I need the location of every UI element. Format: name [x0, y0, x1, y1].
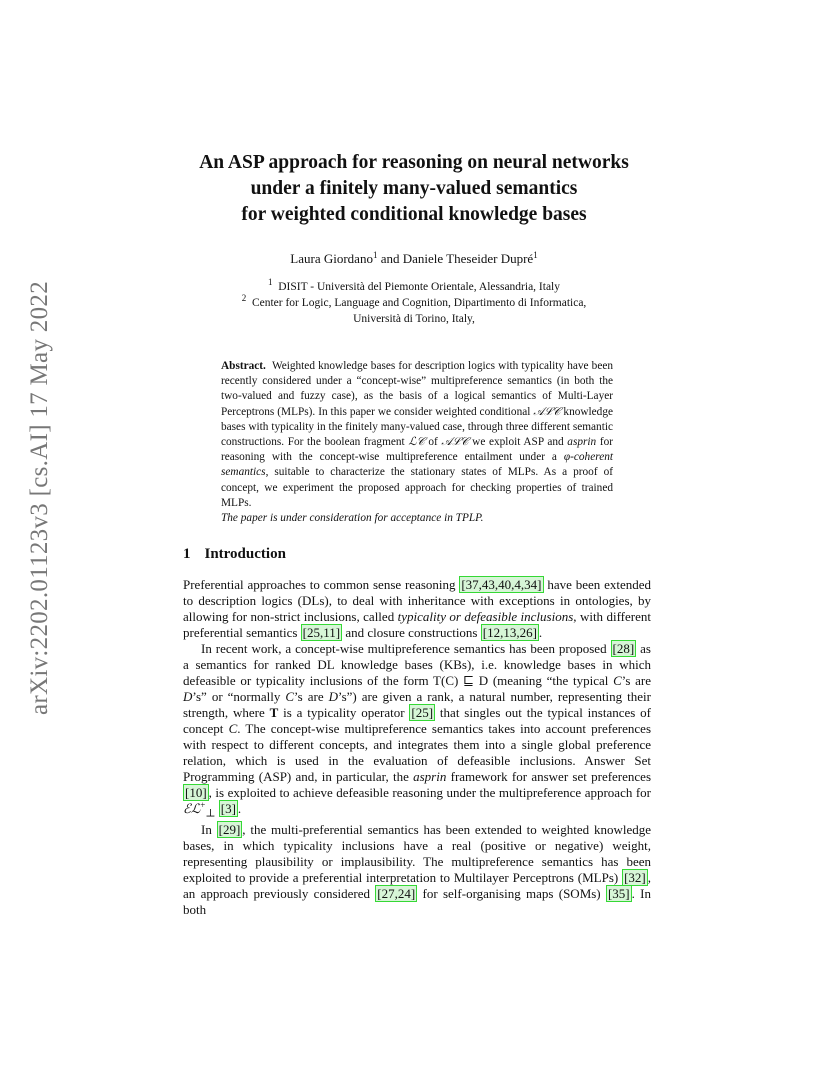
- citation-link[interactable]: [25,11]: [302, 625, 341, 640]
- abstract-label: Abstract.: [221, 360, 266, 372]
- title-line-1: An ASP approach for reasoning on neural networks: [199, 152, 629, 173]
- affiliation-marker: 1: [533, 250, 538, 260]
- phi-coherent-term: φ-coherent semantics: [221, 451, 613, 479]
- title-line-3: for weighted conditional knowledge bases: [241, 204, 587, 225]
- affiliations: [150, 279, 678, 327]
- asprin-term: asprin: [567, 436, 597, 449]
- section-heading: [183, 546, 286, 563]
- affiliation-marker: 1: [372, 250, 378, 260]
- logic-el-bot: ℰℒ: [183, 801, 201, 816]
- citation-link[interactable]: [29]: [218, 821, 241, 837]
- title-line-2: under a finitely many-valued semantics: [250, 178, 578, 199]
- citation-link[interactable]: [32]: [624, 869, 646, 885]
- arxiv-identifier: arXiv:2202.01123v3 [cs.AI] 17 May 2022: [26, 280, 53, 716]
- body-text: [183, 577, 651, 918]
- logic-alc: 𝒜ℒ𝒞: [533, 405, 561, 418]
- section-title: Introduction: [204, 546, 286, 562]
- acceptance-note: The paper is under consideration for acceptance in TPLP.: [221, 512, 484, 525]
- logic-alc: 𝒜ℒ𝒞: [441, 436, 469, 449]
- affiliation-2-cont: Università di Torino, Italy,: [353, 313, 475, 325]
- citation-link[interactable]: [25]: [411, 705, 434, 720]
- author-name: Laura Giordano: [290, 251, 373, 266]
- citation-link[interactable]: [27,24]: [377, 885, 416, 901]
- paragraph: In [29] , the multi-preferential semantics has been extended to weighted knowledge bases, in which typicality inclusions have a real (positive or negative) weight, representing plausibility or implausibility. The multipreference semantics has been exploited to provide a preferential interpretation to Multilayer Perceptrons (MLPs) [32] , an approach previously considered [27,24] for self-organising maps (SOMs) [35] . In both: [183, 821, 651, 917]
- section-number: 1: [183, 546, 191, 562]
- paragraph: In recent work, a concept-wise multipreference semantics has been proposed [28] as a semantics for ranked DL knowledge bases (KBs), i.e. knowledge bases in which defeasible or typicality inclusions of the form T(C) ⊑ D (meaning “the typical C’s are D’s” or “normally C’s are D’s”) are given a rank, a natural number, representing their strength, where T is a typicality operator [25] that singles out the typical instances of concept C. The concept-wise multipreference semantics takes into account preferences with respect to different concepts, and integrates them into a single global preference relation, which is used in the evaluation of defeasible inclusions. Answer Set Programming (ASP) and, in particular, the asprin framework for answer set preferences [10] , is exploited to achieve defeasible reasoning under the multipreference approach for ℰℒ+$_\perp$ [3] .: [183, 641, 652, 820]
- arxiv-sidebar: [20, 280, 60, 716]
- paper-title: [150, 150, 678, 228]
- abstract: Abstract. Weighted knowledge bases for description logics with typicality have been recently considered under a “concept-wise” multipreference semantics (in both the two-valued and fuzzy case), as the basis of a logical semantics of Multi-Layer Perceptrons (MLPs). In this paper we consider weighted conditional 𝒜ℒ𝒞 knowledge bases with typicality in the finitely many-valued case, through three different semantic constructions. For the boolean fragment ℒ𝒞 of 𝒜ℒ𝒞 we exploit ASP and asprin for reasoning with the concept-wise multipreference entailment under a φ-coherent semantics, suitable to characterize the stationary states of MLPs. As a proof of concept, we experiment the proposed approach for checking properties of trained MLPs. The paper is under consideration for acceptance in TPLP.: [221, 359, 613, 526]
- citation-link[interactable]: [10]: [185, 785, 207, 800]
- citation-link[interactable]: [37,43,40,4,34]: [461, 577, 542, 592]
- citation-link[interactable]: [3]: [220, 801, 236, 816]
- paragraph: Preferential approaches to common sense reasoning [37,43,40,4,34] have been extended to description logics (DLs), to deal with inheritance with exceptions in ontologies, by allowing for non-strict inclusions, called typicality or defeasible inclusions, with different preferential semantics [25,11] and closure constructions [12,13,26] .: [183, 577, 651, 640]
- citation-link[interactable]: [28]: [612, 641, 635, 656]
- citation-link[interactable]: [12,13,26]: [482, 625, 537, 640]
- citation-link[interactable]: [35]: [607, 885, 630, 901]
- author-name: Daniele Theseider Dupré: [402, 251, 534, 266]
- logic-lc: ℒ𝒞: [408, 436, 425, 449]
- affiliation-1: $^1$ DISIT - Università del Piemonte Orientale, Alessandria, Italy: [267, 277, 561, 293]
- typicality-operator: T: [269, 705, 279, 720]
- author-list: [150, 251, 678, 267]
- math-inclusion: T(C) ⊑ D: [433, 673, 489, 688]
- author-separator: and: [377, 251, 403, 266]
- affiliation-2: $^2$ Center for Logic, Language and Cognition, Dipartimento di Informatica,: [241, 293, 587, 309]
